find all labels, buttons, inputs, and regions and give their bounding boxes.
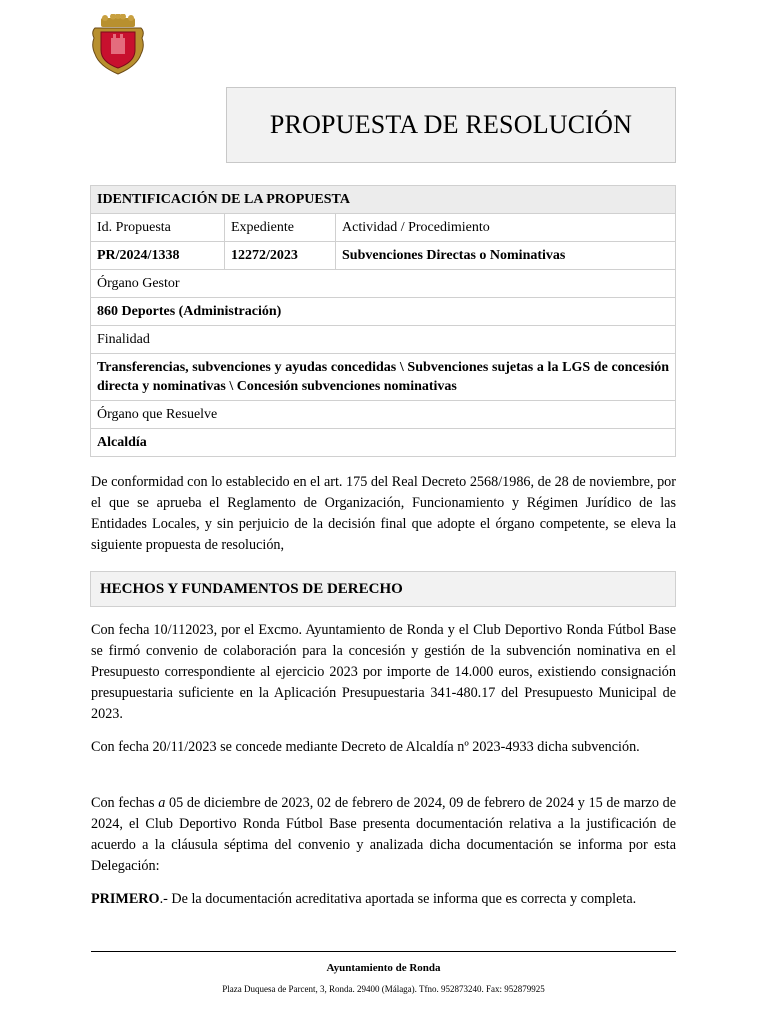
- footer-address: Plaza Duquesa de Parcent, 3, Ronda. 29400 (Málaga). Tfno. 952873240. Fax: 952879925: [222, 984, 545, 994]
- footer-divider: [91, 951, 676, 952]
- primero-label: PRIMERO: [91, 891, 160, 907]
- organo-gestor-label: Órgano Gestor: [91, 270, 676, 298]
- document-title-box: [226, 87, 676, 163]
- section-heading-box: [90, 571, 676, 607]
- coat-of-arms-logo: [91, 14, 145, 76]
- paragraph-primero: [91, 889, 676, 910]
- paragraph-justificacion-rest: 05 de diciembre de 2023, 02 de febrero de 2024, 09 de febrero de 2024 y 15 de marzo de 2024, el Club Deportivo Ronda Fútbol Base presenta documentación relativa a la justificación de acuerdo a la cláusula séptima del convenio y analizada dicha documentación se informa por esta Delegación:: [91, 795, 676, 874]
- expediente-label: Expediente: [225, 214, 336, 242]
- document-title: PROPUESTA DE RESOLUCIÓN: [269, 110, 633, 139]
- organo-resuelve-value: Alcaldía: [91, 429, 676, 457]
- id-propuesta-value: PR/2024/1338: [91, 242, 225, 270]
- crown-icon: [101, 14, 135, 27]
- paragraph-justificacion-start: Con fechas: [91, 795, 159, 811]
- intro-paragraph: De conformidad con lo establecido en el art. 175 del Real Decreto 2568/1986, de 28 de noviembre, por el que se aprueba el Reglamento de Organización, Funcionamiento y Régimen Jurídico de las Entidades Locales, y sin perjuicio de la decisión final que adopte el órgano competente, se eleva la siguiente propuesta de resolución,: [91, 474, 676, 553]
- organo-gestor-value: 860 Deportes (Administración): [91, 298, 676, 326]
- paragraph-justificacion: [91, 793, 676, 877]
- organo-resuelve-label: Órgano que Resuelve: [91, 401, 676, 429]
- identification-heading: IDENTIFICACIÓN DE LA PROPUESTA: [91, 186, 676, 214]
- expediente-value: 12272/2023: [225, 242, 336, 270]
- paragraph-decreto: Con fecha 20/11/2023 se concede mediante Decreto de Alcaldía nº 2023-4933 dicha subvención.: [91, 739, 640, 755]
- actividad-label: Actividad / Procedimiento: [336, 214, 676, 242]
- identification-table: [90, 185, 676, 457]
- actividad-value: Subvenciones Directas o Nominativas: [336, 242, 676, 270]
- footer-organization: Ayuntamiento de Ronda: [326, 962, 441, 974]
- finalidad-value: Transferencias, subvenciones y ayudas concedidas \ Subvenciones sujetas a la LGS de concesión directa y nominativas \ Concesión subvenciones nominativas: [91, 354, 676, 401]
- primero-text: .- De la documentación acreditativa aportada se informa que es correcta y completa.: [159, 891, 637, 907]
- section-heading: HECHOS Y FUNDAMENTOS DE DERECHO: [100, 580, 403, 597]
- paragraph-justificacion-italic: a: [158, 795, 166, 811]
- id-propuesta-label: Id. Propuesta: [91, 214, 225, 242]
- finalidad-label: Finalidad: [91, 326, 676, 354]
- paragraph-convenio: Con fecha 10/112023, por el Excmo. Ayuntamiento de Ronda y el Club Deportivo Ronda Fútbol Base se firmó convenio de colaboración para la concesión y gestión de la subvención nominativa en el Presupuesto correspondiente al ejercicio 2023 por importe de 14.000 euros, existiendo consignación presupuestaria suficiente en la Aplicación Presupuestaria 341-480.17 del Presupuesto Municipal de 2023.: [91, 622, 676, 722]
